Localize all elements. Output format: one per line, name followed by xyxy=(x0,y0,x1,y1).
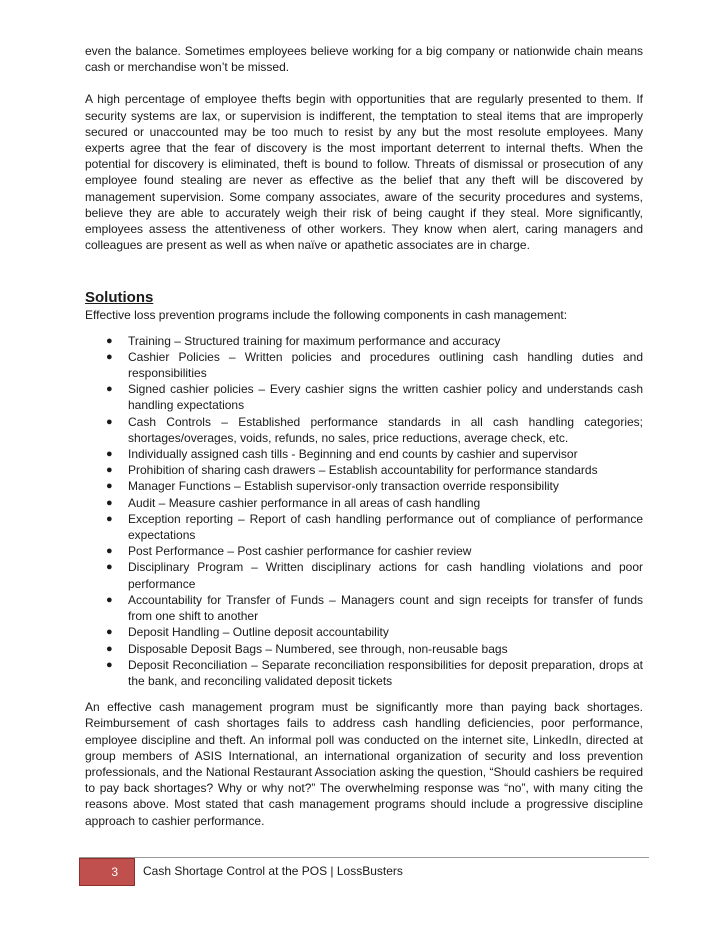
list-item: ● Deposit Reconciliation – Separate reconciliation responsibilities for deposit preparation, drops at the bank, and reconciling validated deposit tickets xyxy=(106,657,643,688)
bullet-icon: ● xyxy=(106,480,113,493)
list-item: ● Disposable Deposit Bags – Numbered, see through, non-reusable bags xyxy=(106,641,508,656)
bullet-icon: ● xyxy=(106,642,113,655)
bullet-icon: ● xyxy=(106,545,113,558)
page-number-box xyxy=(79,858,135,886)
list-item: ● Deposit Handling – Outline deposit accountability xyxy=(106,625,389,640)
bullet-icon: ● xyxy=(106,593,113,606)
list-item: ● Accountability for Transfer of Funds – Managers count and sign receipts for transfer of funds from one shift to another xyxy=(106,592,643,624)
list-item: ● Disciplinary Program – Written disciplinary actions for cash handling violations and poor performance xyxy=(106,560,643,591)
list-item: ● Post Performance – Post cashier performance for cashier review xyxy=(106,544,472,559)
page-footer xyxy=(79,857,649,879)
list-item: ● Individually assigned cash tills - Beginning and end counts by cashier and supervisor xyxy=(106,447,578,462)
bullet-icon: ● xyxy=(106,626,113,639)
bullet-icon: ● xyxy=(106,464,113,477)
page-content xyxy=(85,43,643,829)
bullet-icon: ● xyxy=(106,448,113,461)
list-item: ● Manager Functions – Establish supervisor-only transaction override responsibility xyxy=(106,479,559,494)
paragraph-employee-thefts: A high percentage of employee thefts begin with opportunities that are regularly presented to them. If security systems are lax, or supervision is indifferent, the temptation to steal items that are improperly secured or unaccounted may be too much to resist by any but the most resolute employees. Many experts agree that the fear of discovery is the most important deterrent to internal thefts. When the potential for discovery is eliminated, theft is bound to follow. Threats of dismissal or prosecution of any employee found stealing are never as effective as the belief that any theft will be discovered by management supervision. Some company associates, aware of the security procedures and systems, believe they are able to accurately weigh their risk of being caught if they steal. More significantly, employees assess the attentiveness of other workers. They know when alert, caring managers and colleagues are present as well as when naïve or apathetic associates are in charge. xyxy=(85,92,643,253)
page-number: 3 xyxy=(111,865,118,879)
bullet-icon: ● xyxy=(106,658,113,671)
list-item: ● Training – Structured training for maximum performance and accuracy xyxy=(106,333,501,348)
solutions-intro: Effective loss prevention programs include the following components in cash management: xyxy=(85,308,568,323)
bullet-icon: ● xyxy=(106,383,113,396)
footer-title: Cash Shortage Control at the POS | LossBusters xyxy=(143,864,403,878)
list-item: ● Exception reporting – Report of cash handling performance out of compliance of performance expectations xyxy=(106,511,643,543)
bullet-icon: ● xyxy=(106,415,113,428)
bullet-icon: ● xyxy=(106,334,113,347)
solutions-list xyxy=(85,333,643,689)
list-item: ● Signed cashier policies – Every cashier signs the written cashier policy and understands cash handling expectations xyxy=(106,382,643,413)
bullet-icon: ● xyxy=(106,561,113,574)
list-item: ● Cash Controls – Established performance standards in all cash handling categories; shortages/overages, voids, refunds, no sales, price reductions, average check, etc. xyxy=(106,414,643,445)
list-item: ● Audit – Measure cashier performance in all areas of cash handling xyxy=(106,495,481,510)
bullet-icon: ● xyxy=(106,496,113,509)
section-heading-solutions: Solutions xyxy=(85,289,154,307)
bullet-icon: ● xyxy=(106,350,113,363)
paragraph-cash-management: An effective cash management program must be significantly more than paying back shortages. Reimbursement of cash shortages fails to address cash handling deficiencies, poor performance, employee discipline and theft. An informal poll was conducted on the internet site, LinkedIn, directed at group members of ASIS International, an international organization of security and loss prevention professionals, and the National Restaurant Association asking the question, “Should cashiers be required to pay back shortages? Why or why not?” The overwhelming response was “no”, with many citing the reasons above. Most stated that cash management programs should include a progressive discipline approach to cashier performance. xyxy=(85,700,643,828)
list-item: ● Prohibition of sharing cash drawers – Establish accountability for performance standards xyxy=(106,463,598,478)
list-item: ● Cashier Policies – Written policies and procedures outlining cash handling duties and responsibilities xyxy=(106,349,643,381)
bullet-icon: ● xyxy=(106,512,113,525)
paragraph-balance: even the balance. Sometimes employees believe working for a big company or nationwide chain means cash or merchandise won’t be missed. xyxy=(85,44,643,75)
